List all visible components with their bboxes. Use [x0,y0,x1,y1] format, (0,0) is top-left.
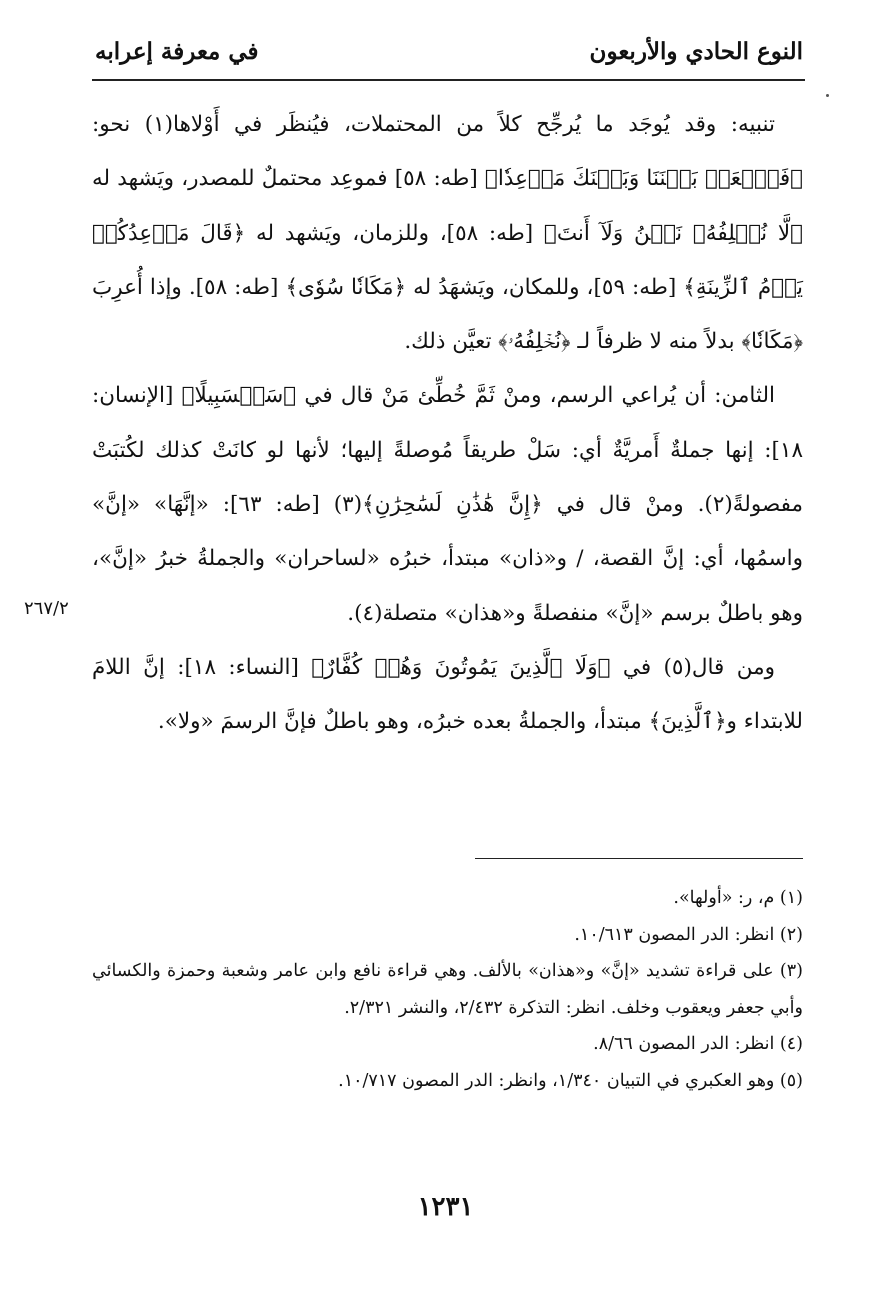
chapter-title: النوع الحادي والأربعون [589,38,803,65]
main-text [92,98,803,750]
footnote-1: (١) م، ر: «أولها». [673,888,803,908]
header-divider [92,79,805,81]
footnote-5: (٥) وهو العكبري في التبيان ١/٣٤٠، وانظر: الدر المصون ١٠/٧١٧. [338,1070,803,1091]
footnote-2: (٢) انظر: الدر المصون ١٠/٦١٣. [574,924,803,945]
footnote-4: (٤) انظر: الدر المصون ٨/٦٦. [593,1034,803,1054]
running-header [95,38,803,78]
footnote-3: (٣) على قراءة تشديد «إنَّ» و«هذان» بالألف. وهي قراءة نافع وابن عامر وشعبة وحمزة والكسائي وأبي جعفر ويعقوب وخلف. انظر: التذكرة ٢/٤٣٢، والنشر ٢/٣٢١. [92,961,803,1018]
section-title: في معرفة إعرابه [95,38,259,65]
page-number: ١٢٣١ [417,1192,474,1222]
speck [826,94,829,97]
paragraph-tanbih: تنبيه: وقد يُوجَد ما يُرجِّح كلاً من المحتملات، فيُنظَر في أَوْلاها(١) نحو: ﴿فَٱجۡعَلۡ بَيۡنَنَا وَبَيۡنَكَ مَوۡعِدٗا﴾ [طه: ٥٨] فموعِد محتملٌ للمصدر، ويَشهد له ﴿لَّا نُخۡلِفُهُۥ نَحۡنُ وَلَآ أَنتَ﴾ [طه: ٥٨]، وللزمان، ويَشهد له ﴿قَالَ مَوۡعِدُكُمۡ يَوۡمُ ٱلزِّينَةِ﴾ [طه: ٥٩]، وللمكان، ويَشهَدُ له ﴿مَكَانٗا سُوٗى﴾ [طه: ٥٨]. وإذا أُعرِبَ ﴿مَكَانٗا﴾ بدلاً منه لا ظرفاً لـ ﴿نُخۡلِفُهُۥ﴾ تعيَّن ذلك. [92,112,803,355]
footnotes [92,880,803,1099]
paragraph-eighth: الثامن: أن يُراعي الرسم، ومنْ ثَمَّ خُطِّئ مَنْ قال في ﴿سَلۡسَبِيلًا﴾ [الإنسان: ١٨]: إنها جملةٌ أَمريَّةٌ أي: سَلْ طريقاً مُوصلةً إليها؛ لأنها لو كانَتْ كذلك لكُتبَتْ مفصولةً(٢). ومنْ قال في ﴿إِنَّ هَٰذَٰنِ لَسَٰحِرَٰنِ﴾(٣) [طه: ٦٣]: «إنَّهَا» «إنَّ» واسمُها، أي: إنَّ القصة، / و«ذان» مبتدأ، خبرُه «لساحران» والجملةُ خبرُ «إنَّ»، وهو باطلٌ برسم «إنَّ» منفصلةً و«هذان» متصلة(٤). [92,383,803,626]
footnote-divider [475,858,803,859]
margin-reference: ٢٦٧/٢ [24,598,69,619]
paragraph-wala: ومن قال(٥) في ﴿وَلَا ٱلَّذِينَ يَمُوتُونَ وَهُمۡ كُفَّارٌ﴾ [النساء: ١٨]: إنَّ اللامَ للابتداء و﴿ٱلَّذِينَ﴾ مبتدأ، والجملةُ بعده خبرُه، وهو باطلٌ فإنَّ الرسمَ «ولا». [92,654,803,735]
